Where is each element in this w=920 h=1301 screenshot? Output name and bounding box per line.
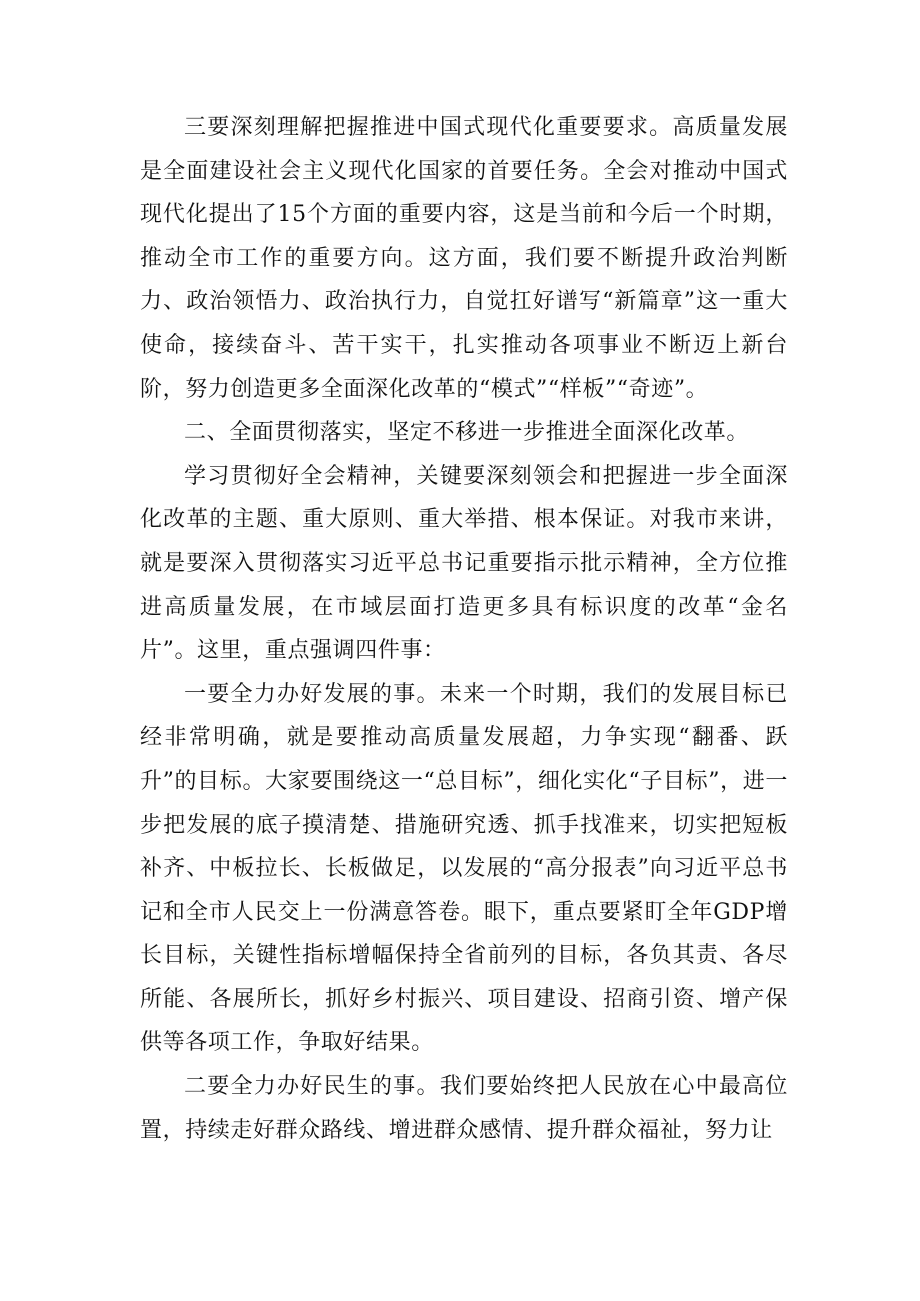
section-heading-two: 二、全面贯彻落实，坚定不移进一步推进全面深化改革。 (184, 420, 750, 446)
paragraph-requirement-three: 三要深刻理解把握推进中国式现代化重要要求。高质量发展是全面建设社会主义现代化国家的首要任务。全会对推动中国式现代化提出了15个方面的重要内容，这是当前和今后一个时期，推动全市工作的重要方向。这方面，我们要不断提升政治判断力、政治领悟力、政治执行力，自觉扛好谱写“新篇章”这一重大使命，接续奋斗、苦干实干，扎实推动各项事业不断迈上新台阶，努力创造更多全面深化改革的“模式”“样板”“奇迹”。 (140, 115, 788, 402)
paragraph-livelihood: 二要全力办好民生的事。我们要始终把人民放在心中最高位置，持续走好群众路线、增进群众感情、提升群众福祉，努力让 (140, 1074, 788, 1143)
paragraph-study-spirit: 学习贯彻好全会精神，关键要深刻领会和把握进一步全面深化改革的主题、重大原则、重大举措、根本保证。对我市来讲，就是要深入贯彻落实习近平总书记重要指示批示精神，全方位推进高质量发展，在市域层面打造更多具有标识度的改革“金名片”。这里，重点强调四件事： (140, 463, 788, 664)
document-page (140, 106, 788, 1152)
paragraph-development: 一要全力办好发展的事。未来一个时期，我们的发展目标已经非常明确，就是要推动高质量发展超，力争实现“翻番、跃升”的目标。大家要围绕这一“总目标”，细化实化“子目标”，进一步把发展的底子摸清楚、措施研究透、抓手找准来，切实把短板补齐、中板拉长、长板做足，以发展的“高分报表”向习近平总书记和全市人民交上一份满意答卷。眼下，重点要紧盯全年GDP增长目标，关键性指标增幅保持全省前列的目标，各负其责、各尽所能、各展所长，抓好乡村振兴、项目建设、招商引资、增产保供等各项工作，争取好结果。 (140, 681, 788, 1056)
